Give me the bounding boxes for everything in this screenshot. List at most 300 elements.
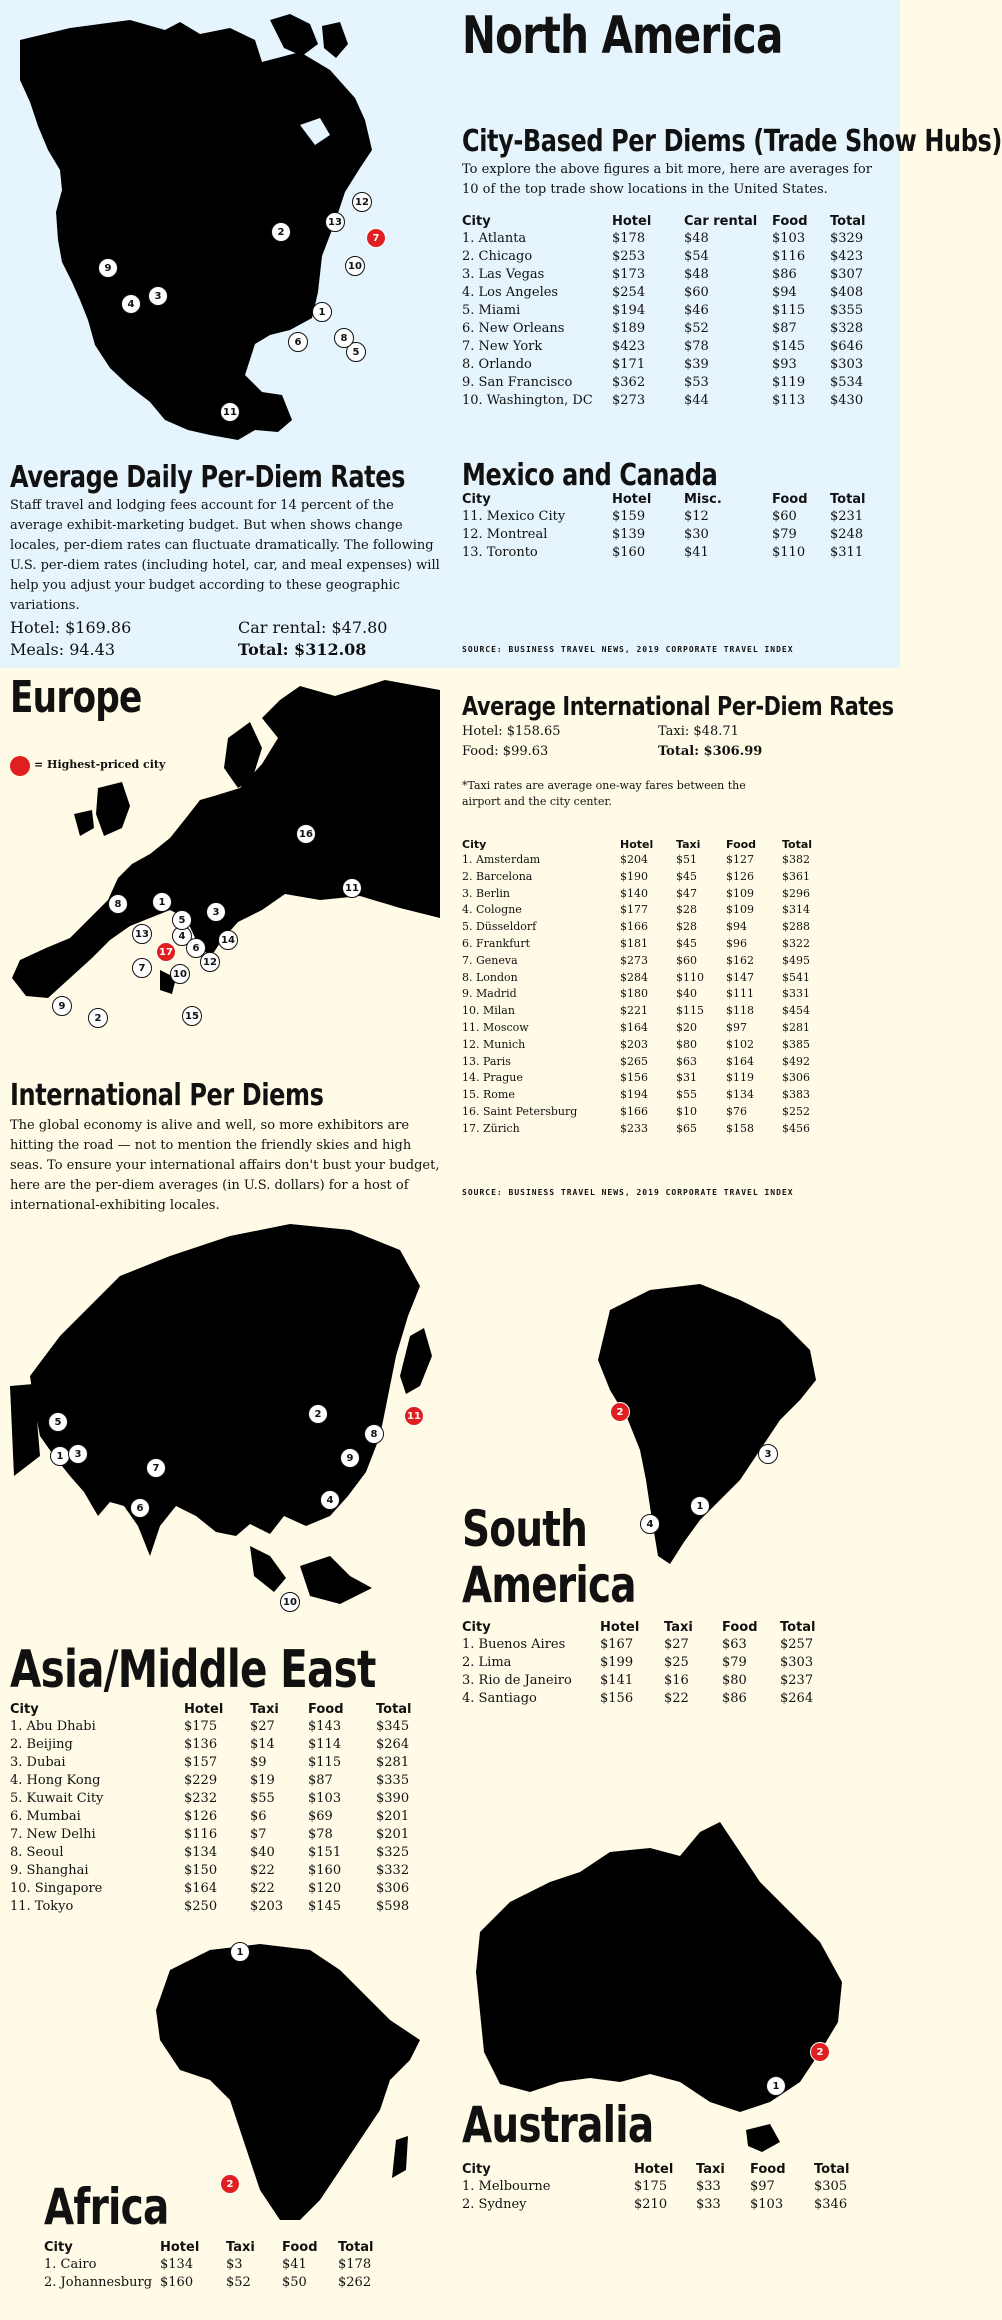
col-car: Car rental bbox=[684, 214, 758, 229]
table-cell: $87 bbox=[772, 321, 797, 336]
col-total: Total bbox=[782, 838, 813, 851]
table-cell: $63 bbox=[676, 1054, 697, 1068]
table-cell: $231 bbox=[830, 509, 864, 524]
na-pin-1[interactable]: 1 bbox=[312, 302, 332, 322]
table-row bbox=[462, 356, 882, 374]
eu-pin-15[interactable]: 15 bbox=[182, 1006, 202, 1026]
asia-pin-4[interactable]: 4 bbox=[320, 1490, 340, 1510]
table-cell: $322 bbox=[782, 936, 810, 950]
table-cell: 7. New Delhi bbox=[10, 1827, 96, 1842]
au-pin-2[interactable]: 2 bbox=[810, 2042, 830, 2062]
table-cell: $94 bbox=[772, 285, 797, 300]
table-row bbox=[10, 1880, 430, 1898]
table-row bbox=[10, 1844, 430, 1862]
asia-table bbox=[10, 1702, 430, 1916]
sa-pin-4[interactable]: 4 bbox=[640, 1514, 660, 1534]
table-cell: $201 bbox=[376, 1809, 410, 1824]
table-cell: 8. Seoul bbox=[10, 1845, 64, 1860]
table-cell: $44 bbox=[684, 393, 709, 408]
table-row bbox=[10, 1718, 430, 1736]
table-cell: $171 bbox=[612, 357, 646, 372]
table-cell: 6. Mumbai bbox=[10, 1809, 81, 1824]
table-cell: 6. Frankfurt bbox=[462, 936, 531, 950]
table-cell: $178 bbox=[612, 231, 646, 246]
table-row bbox=[462, 248, 882, 266]
table-cell: $109 bbox=[726, 886, 754, 900]
table-cell: $331 bbox=[782, 987, 810, 1001]
table-cell: $63 bbox=[722, 1637, 747, 1652]
hubs-intro: To explore the above figures a bit more, here are averages for 10 of the top trade show locations in the United States. bbox=[462, 162, 872, 197]
table-cell: $173 bbox=[612, 267, 646, 282]
col-city: City bbox=[462, 214, 491, 229]
eu-pin-12[interactable]: 12 bbox=[200, 952, 220, 972]
avg-hotel: Hotel: $169.86 bbox=[10, 618, 132, 637]
table-cell: $78 bbox=[684, 339, 709, 354]
na-pin-3[interactable]: 3 bbox=[148, 286, 168, 306]
table-cell: $78 bbox=[308, 1827, 333, 1842]
table-cell: $157 bbox=[184, 1755, 218, 1770]
table-cell: $25 bbox=[664, 1655, 689, 1670]
table-cell: $10 bbox=[676, 1104, 697, 1118]
table-header bbox=[462, 1620, 852, 1636]
table-cell: $40 bbox=[250, 1845, 275, 1860]
table-cell: 17. Zürich bbox=[462, 1121, 520, 1135]
eu-pin-9[interactable]: 9 bbox=[52, 996, 72, 1016]
avg-title: Average Daily Per-Diem Rates bbox=[10, 460, 406, 495]
table-cell: $534 bbox=[830, 375, 864, 390]
hubs-title: City-Based Per Diems (Trade Show Hubs) bbox=[462, 124, 1002, 159]
table-cell: $296 bbox=[782, 886, 810, 900]
table-cell: 15. Rome bbox=[462, 1088, 515, 1102]
eu-pin-4[interactable]: 4 bbox=[172, 926, 192, 946]
col-taxi: Taxi bbox=[250, 1702, 279, 1717]
col-hotel: Hotel bbox=[612, 492, 652, 507]
table-cell: $150 bbox=[184, 1863, 218, 1878]
table-cell: $97 bbox=[750, 2179, 775, 2194]
table-cell: $160 bbox=[612, 545, 646, 560]
table-cell: $134 bbox=[184, 1845, 218, 1860]
table-cell: $136 bbox=[184, 1737, 218, 1752]
intl-avg-title: Average International Per-Diem Rates bbox=[462, 692, 894, 722]
table-cell: $7 bbox=[250, 1827, 267, 1842]
table-cell: $27 bbox=[250, 1719, 275, 1734]
table-cell: $221 bbox=[620, 1004, 648, 1018]
table-cell: $52 bbox=[226, 2275, 251, 2290]
col-taxi: Taxi bbox=[676, 838, 701, 851]
table-cell: 3. Rio de Janeiro bbox=[462, 1673, 572, 1688]
table-cell: $199 bbox=[600, 1655, 634, 1670]
col-taxi: Taxi bbox=[664, 1620, 693, 1635]
table-cell: $203 bbox=[620, 1037, 648, 1051]
table-cell: $48 bbox=[684, 267, 709, 282]
table-cell: $80 bbox=[676, 1037, 697, 1051]
table-cell: 13. Paris bbox=[462, 1054, 511, 1068]
col-total: Total bbox=[338, 2240, 374, 2255]
table-cell: $139 bbox=[612, 527, 646, 542]
na-pin-13[interactable]: 13 bbox=[325, 212, 345, 232]
col-total: Total bbox=[376, 1702, 412, 1717]
table-row bbox=[462, 544, 882, 562]
table-cell: $264 bbox=[780, 1691, 814, 1706]
table-cell: $22 bbox=[664, 1691, 689, 1706]
asia-pin-2[interactable]: 2 bbox=[308, 1404, 328, 1424]
table-cell: $265 bbox=[620, 1054, 648, 1068]
table-cell: $115 bbox=[308, 1755, 342, 1770]
table-cell: $22 bbox=[250, 1881, 275, 1896]
eu-pin-6[interactable]: 6 bbox=[186, 938, 206, 958]
table-row bbox=[10, 1790, 430, 1808]
table-cell: $430 bbox=[830, 393, 864, 408]
table-cell: $194 bbox=[612, 303, 646, 318]
table-cell: $156 bbox=[620, 1071, 648, 1085]
col-misc: Misc. bbox=[684, 492, 722, 507]
eu-pin-17[interactable]: 17 bbox=[156, 942, 176, 962]
table-cell: $22 bbox=[250, 1863, 275, 1878]
table-header bbox=[462, 492, 882, 508]
table-cell: 4. Santiago bbox=[462, 1691, 537, 1706]
na-pin-11[interactable]: 11 bbox=[220, 402, 240, 422]
south-america-map bbox=[590, 1280, 830, 1570]
table-cell: 16. Saint Petersburg bbox=[462, 1104, 578, 1118]
table-cell: $492 bbox=[782, 1054, 810, 1068]
table-cell: $181 bbox=[620, 936, 648, 950]
eu-pin-13[interactable]: 13 bbox=[132, 924, 152, 944]
table-row bbox=[10, 1862, 430, 1880]
table-cell: $127 bbox=[726, 853, 754, 866]
col-city: City bbox=[44, 2240, 73, 2255]
col-city: City bbox=[462, 492, 491, 507]
table-cell: 8. London bbox=[462, 970, 518, 984]
table-cell: $408 bbox=[830, 285, 864, 300]
eu-pin-16[interactable]: 16 bbox=[296, 824, 316, 844]
table-cell: $113 bbox=[772, 393, 806, 408]
table-row bbox=[462, 986, 842, 1003]
table-cell: $541 bbox=[782, 970, 810, 984]
table-cell: $203 bbox=[250, 1899, 284, 1914]
asia-pin-10[interactable]: 10 bbox=[280, 1592, 300, 1612]
legend-red-dot bbox=[10, 756, 30, 776]
table-header bbox=[10, 1702, 430, 1718]
na-pin-2[interactable]: 2 bbox=[271, 222, 291, 242]
table-cell: $237 bbox=[780, 1673, 814, 1688]
na-pin-12[interactable]: 12 bbox=[352, 192, 372, 212]
table-cell: $27 bbox=[664, 1637, 689, 1652]
col-hotel: Hotel bbox=[620, 838, 654, 851]
table-cell: 9. Shanghai bbox=[10, 1863, 89, 1878]
table-cell: $41 bbox=[684, 545, 709, 560]
na-pin-6[interactable]: 6 bbox=[288, 332, 308, 352]
eu-pin-2[interactable]: 2 bbox=[88, 1008, 108, 1028]
table-cell: $87 bbox=[308, 1773, 333, 1788]
table-cell: $305 bbox=[814, 2179, 848, 2194]
na-pin-4[interactable]: 4 bbox=[121, 294, 141, 314]
na-pin-7[interactable]: 7 bbox=[366, 228, 386, 248]
table-cell: $119 bbox=[772, 375, 806, 390]
table-cell: $382 bbox=[782, 853, 810, 866]
table-cell: $86 bbox=[722, 1691, 747, 1706]
intl-per-diems-title: International Per Diems bbox=[10, 1078, 324, 1113]
table-cell: $164 bbox=[726, 1054, 754, 1068]
table-cell: 4. Cologne bbox=[462, 903, 522, 917]
asia-title: Asia/Middle East bbox=[10, 1640, 376, 1700]
sa-pin-2[interactable]: 2 bbox=[610, 1402, 630, 1422]
col-hotel: Hotel bbox=[612, 214, 652, 229]
table-row bbox=[462, 1654, 852, 1672]
table-cell: $180 bbox=[620, 987, 648, 1001]
table-cell: 12. Montreal bbox=[462, 527, 548, 542]
table-cell: $204 bbox=[620, 853, 648, 866]
table-row bbox=[462, 1121, 842, 1138]
table-cell: $598 bbox=[376, 1899, 410, 1914]
eu-pin-5[interactable]: 5 bbox=[172, 910, 192, 930]
eu-pin-3[interactable]: 3 bbox=[206, 902, 226, 922]
table-cell: $60 bbox=[772, 509, 797, 524]
sa-pin-3[interactable]: 3 bbox=[758, 1444, 778, 1464]
table-row bbox=[462, 869, 842, 886]
table-row bbox=[462, 320, 882, 338]
table-cell: $60 bbox=[684, 285, 709, 300]
au-pin-1[interactable]: 1 bbox=[766, 2076, 786, 2096]
table-cell: 5. Miami bbox=[462, 303, 521, 318]
col-city: City bbox=[462, 838, 487, 851]
table-cell: $306 bbox=[376, 1881, 410, 1896]
table-cell: $3 bbox=[226, 2257, 243, 2272]
table-cell: $495 bbox=[782, 953, 810, 967]
south-america-title-2: America bbox=[462, 1556, 636, 1614]
table-cell: $41 bbox=[282, 2257, 307, 2272]
table-cell: $47 bbox=[676, 886, 697, 900]
table-cell: $118 bbox=[726, 1004, 754, 1018]
hubs-table bbox=[462, 214, 882, 410]
table-cell: $361 bbox=[782, 869, 810, 883]
table-cell: $273 bbox=[612, 393, 646, 408]
table-cell: $314 bbox=[782, 903, 810, 917]
table-cell: $158 bbox=[726, 1121, 754, 1135]
sa-pin-1[interactable]: 1 bbox=[690, 1496, 710, 1516]
table-row bbox=[462, 953, 842, 970]
table-cell: $346 bbox=[814, 2197, 848, 2212]
col-food: Food bbox=[722, 1620, 758, 1635]
table-cell: $252 bbox=[782, 1104, 810, 1118]
table-cell: $28 bbox=[676, 903, 697, 917]
table-cell: $102 bbox=[726, 1037, 754, 1051]
table-cell: $166 bbox=[620, 1104, 648, 1118]
col-hotel: Hotel bbox=[634, 2162, 674, 2177]
table-cell: $147 bbox=[726, 970, 754, 984]
table-header bbox=[462, 838, 842, 852]
table-row bbox=[10, 1736, 430, 1754]
eu-pin-10[interactable]: 10 bbox=[170, 964, 190, 984]
af-pin-2[interactable]: 2 bbox=[220, 2174, 240, 2194]
legend-label: = Highest-priced city bbox=[34, 758, 166, 771]
table-cell: $94 bbox=[726, 920, 747, 934]
europe-table bbox=[462, 838, 842, 1138]
table-row bbox=[462, 1104, 842, 1121]
table-cell: $86 bbox=[772, 267, 797, 282]
asia-pin-7[interactable]: 7 bbox=[146, 1458, 166, 1478]
table-cell: $273 bbox=[620, 953, 648, 967]
asia-pin-6[interactable]: 6 bbox=[130, 1498, 150, 1518]
na-pin-5[interactable]: 5 bbox=[346, 342, 366, 362]
eu-pin-7[interactable]: 7 bbox=[132, 958, 152, 978]
table-cell: $257 bbox=[780, 1637, 814, 1652]
na-source: SOURCE: BUSINESS TRAVEL NEWS, 2019 CORPORATE TRAVEL INDEX bbox=[462, 645, 794, 654]
australia-table bbox=[462, 2162, 862, 2214]
table-row bbox=[462, 1020, 842, 1037]
asia-pin-9[interactable]: 9 bbox=[340, 1448, 360, 1468]
avg-total: Total: $312.08 bbox=[238, 640, 367, 659]
mexico-canada-title: Mexico and Canada bbox=[462, 458, 718, 493]
north-america-title: North America bbox=[462, 6, 783, 66]
table-cell: 5. Düsseldorf bbox=[462, 920, 537, 934]
table-cell: $335 bbox=[376, 1773, 410, 1788]
asia-pin-11[interactable]: 11 bbox=[404, 1406, 424, 1426]
col-city: City bbox=[462, 1620, 491, 1635]
table-cell: $6 bbox=[250, 1809, 267, 1824]
table-cell: 14. Prague bbox=[462, 1071, 523, 1085]
table-header bbox=[462, 214, 882, 230]
table-cell: $325 bbox=[376, 1845, 410, 1860]
af-pin-1[interactable]: 1 bbox=[230, 1942, 250, 1962]
table-cell: 6. New Orleans bbox=[462, 321, 565, 336]
table-cell: $134 bbox=[160, 2257, 194, 2272]
table-cell: $140 bbox=[620, 886, 648, 900]
asia-pin-3[interactable]: 3 bbox=[68, 1444, 88, 1464]
table-cell: $116 bbox=[184, 1827, 218, 1842]
table-cell: $30 bbox=[684, 527, 709, 542]
table-cell: $229 bbox=[184, 1773, 218, 1788]
table-cell: $33 bbox=[696, 2197, 721, 2212]
eu-pin-11[interactable]: 11 bbox=[342, 878, 362, 898]
col-total: Total bbox=[830, 492, 866, 507]
na-pin-10[interactable]: 10 bbox=[345, 256, 365, 276]
col-food: Food bbox=[308, 1702, 344, 1717]
intl-taxi: Taxi: $48.71 bbox=[658, 724, 739, 739]
table-cell: $454 bbox=[782, 1004, 810, 1018]
table-row bbox=[462, 852, 842, 869]
table-row bbox=[462, 2196, 862, 2214]
table-cell: $307 bbox=[830, 267, 864, 282]
table-cell: $164 bbox=[620, 1020, 648, 1034]
table-cell: $145 bbox=[308, 1899, 342, 1914]
table-cell: $175 bbox=[184, 1719, 218, 1734]
eu-source: SOURCE: BUSINESS TRAVEL NEWS, 2019 CORPORATE TRAVEL INDEX bbox=[462, 1188, 794, 1197]
table-cell: $164 bbox=[184, 1881, 218, 1896]
intl-total: Total: $306.99 bbox=[658, 744, 763, 759]
eu-pin-8[interactable]: 8 bbox=[108, 894, 128, 914]
table-cell: $45 bbox=[676, 936, 697, 950]
asia-pin-5[interactable]: 5 bbox=[48, 1412, 68, 1432]
table-cell: $167 bbox=[600, 1637, 634, 1652]
table-row bbox=[462, 338, 882, 356]
table-cell: 1. Cairo bbox=[44, 2257, 97, 2272]
table-cell: 2. Johannesburg bbox=[44, 2275, 153, 2290]
table-cell: $262 bbox=[338, 2275, 372, 2290]
table-cell: $143 bbox=[308, 1719, 342, 1734]
table-cell: 7. Geneva bbox=[462, 953, 518, 967]
table-cell: $248 bbox=[830, 527, 864, 542]
table-cell: $40 bbox=[676, 987, 697, 1001]
table-cell: $103 bbox=[772, 231, 806, 246]
table-cell: 2. Lima bbox=[462, 1655, 512, 1670]
table-cell: $284 bbox=[620, 970, 648, 984]
table-cell: $362 bbox=[612, 375, 646, 390]
table-row bbox=[462, 230, 882, 248]
table-row bbox=[462, 508, 882, 526]
table-row bbox=[462, 936, 842, 953]
table-cell: 2. Beijing bbox=[10, 1737, 73, 1752]
table-row bbox=[10, 1808, 430, 1826]
table-cell: 10. Singapore bbox=[10, 1881, 103, 1896]
table-row bbox=[462, 1003, 842, 1020]
table-cell: $141 bbox=[600, 1673, 634, 1688]
table-cell: $39 bbox=[684, 357, 709, 372]
table-cell: $423 bbox=[612, 339, 646, 354]
table-cell: 7. New York bbox=[462, 339, 543, 354]
col-city: City bbox=[10, 1702, 39, 1717]
table-cell: 9. San Francisco bbox=[462, 375, 573, 390]
table-cell: $109 bbox=[726, 903, 754, 917]
table-cell: $306 bbox=[782, 1071, 810, 1085]
asia-pin-1[interactable]: 1 bbox=[50, 1446, 70, 1466]
table-cell: 3. Dubai bbox=[10, 1755, 66, 1770]
table-row bbox=[462, 1690, 852, 1708]
table-row bbox=[462, 374, 882, 392]
table-cell: $76 bbox=[726, 1104, 747, 1118]
col-hotel: Hotel bbox=[160, 2240, 200, 2255]
table-cell: 8. Orlando bbox=[462, 357, 532, 372]
africa-table bbox=[44, 2240, 404, 2292]
table-cell: $385 bbox=[782, 1037, 810, 1051]
table-cell: $281 bbox=[376, 1755, 410, 1770]
table-cell: 1. Atlanta bbox=[462, 231, 527, 246]
table-cell: $19 bbox=[250, 1773, 275, 1788]
na-pin-8[interactable]: 8 bbox=[334, 328, 354, 348]
col-total: Total bbox=[830, 214, 866, 229]
table-cell: $16 bbox=[664, 1673, 689, 1688]
table-cell: $45 bbox=[676, 869, 697, 883]
table-cell: $232 bbox=[184, 1791, 218, 1806]
table-cell: $456 bbox=[782, 1121, 810, 1135]
table-cell: $646 bbox=[830, 339, 864, 354]
table-cell: $46 bbox=[684, 303, 709, 318]
table-cell: $79 bbox=[722, 1655, 747, 1670]
table-row bbox=[462, 1087, 842, 1104]
table-cell: $329 bbox=[830, 231, 864, 246]
table-cell: $194 bbox=[620, 1088, 648, 1102]
col-food: Food bbox=[750, 2162, 786, 2177]
table-cell: $20 bbox=[676, 1020, 697, 1034]
table-row bbox=[462, 2178, 862, 2196]
europe-title: Europe bbox=[10, 672, 142, 723]
col-total: Total bbox=[814, 2162, 850, 2177]
asia-pin-8[interactable]: 8 bbox=[364, 1424, 384, 1444]
eu-pin-14[interactable]: 14 bbox=[218, 930, 238, 950]
table-row bbox=[10, 1754, 430, 1772]
table-cell: $28 bbox=[676, 920, 697, 934]
table-cell: $134 bbox=[726, 1088, 754, 1102]
table-cell: $303 bbox=[780, 1655, 814, 1670]
table-row bbox=[462, 1636, 852, 1654]
na-pin-9[interactable]: 9 bbox=[98, 258, 118, 278]
table-cell: $120 bbox=[308, 1881, 342, 1896]
table-cell: $97 bbox=[726, 1020, 747, 1034]
australia-title: Australia bbox=[462, 2096, 654, 2154]
eu-pin-1[interactable]: 1 bbox=[152, 892, 172, 912]
table-cell: 1. Amsterdam bbox=[462, 853, 541, 866]
intl-food: Food: $99.63 bbox=[462, 744, 549, 759]
table-header bbox=[44, 2240, 404, 2256]
